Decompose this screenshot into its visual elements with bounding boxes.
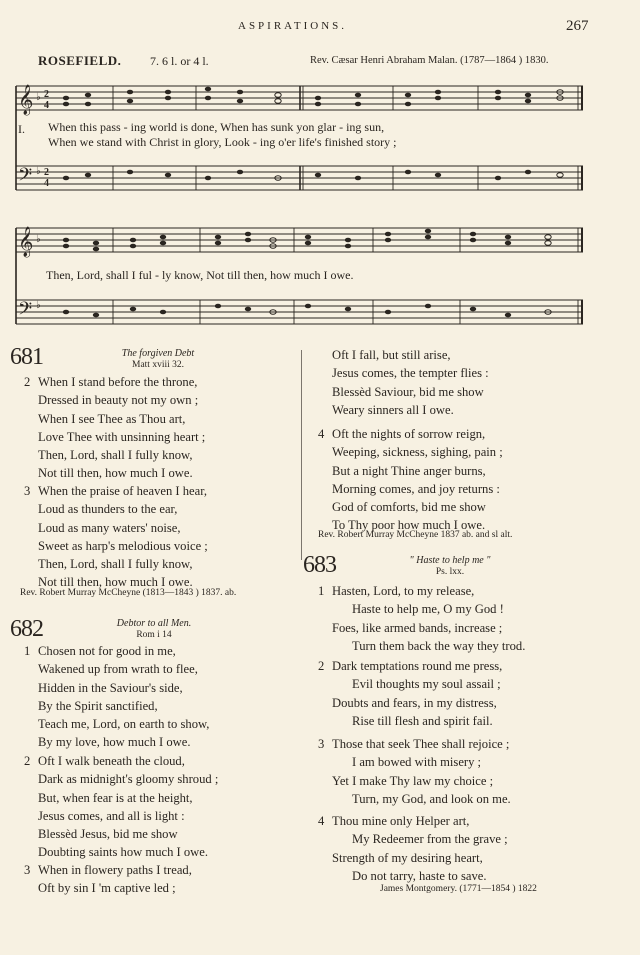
column-divider <box>301 350 302 560</box>
running-header: ASPIRATIONS. <box>238 20 348 32</box>
svg-text:♭: ♭ <box>36 234 41 245</box>
hymn-682-stanza-3: 3 When in flowery paths I tread, Oft by sin I 'm captive led ; <box>24 863 192 896</box>
svg-text:4: 4 <box>44 100 49 111</box>
hymn-681-stanza-3: 3 When the praise of heaven I hear, Loud as thunders to the ear, Loud as many waters' noise, Sweet as harp's melodious voice ; Then, Lord, shall I fully know, Not till then, how much I owe. <box>24 484 208 590</box>
svg-text:𝄢: 𝄢 <box>18 299 33 324</box>
hymn-683-credit: James Montgomery. (1771—1854 ) 1822 <box>380 884 537 894</box>
hymn-683-title: " Haste to help me " <box>409 555 491 566</box>
svg-text:𝄢: 𝄢 <box>18 165 33 190</box>
hymn-683-stanza-2: 2 Dark temptations round me press, Evil thoughts my soul assail ; Doubts and fears, in my distress, Rise till flesh and spirit fail. <box>318 659 503 728</box>
hymn-682-stanza-1: 1 Chosen not for good in me, Wakened up from wrath to flee, Hidden in the Saviour's side, By the Spirit sanctified, Teach me, Lord, on earth to show, By my love, how much I owe. <box>24 644 210 750</box>
hymn-681-stanza-2: 2 When I stand before the throne, Dressed in beauty not my own ; When I see Thee as Thou art, Love Thee with unsinning heart ; Then, Lord, shall I fully know, Not till then, how much I owe. <box>24 375 206 481</box>
hymn-number-683: 683 <box>303 552 336 578</box>
hymn-682-title: Debtor to all Men. <box>116 618 192 629</box>
hymn-683-stanza-4: 4 Thou mine only Helper art, My Redeemer from the grave ; Strength of my desiring heart, Do not tarry, haste to save. <box>318 814 508 883</box>
lyric-line-1a: When this pass - ing world is done, When has sunk yon glar - ing sun, <box>48 120 385 134</box>
lyric-line-1b: When we stand with Christ in glory, Look - ing o'er life's finished story ; <box>48 135 397 149</box>
composer-attribution: Rev. Cæsar Henri Abraham Malan. (1787—1864 ) 1830. <box>310 55 549 66</box>
svg-text:2: 2 <box>44 167 49 178</box>
hymn-number-681: 681 <box>10 344 43 370</box>
hymn-682-credit: Rev. Robert Murray McCheyne 1837 ab. and sl alt. <box>318 530 513 540</box>
hymn-683-stanza-3: 3 Those that seek Thee shall rejoice ; I am bowed with misery ; Yet I make Thy law my choice ; Turn, my God, and look on me. <box>318 737 511 806</box>
lyric-line-2: Then, Lord, shall I ful - ly know, Not till then, how much I owe. <box>46 268 354 282</box>
hymn-682-stanza-2: 2 Oft I walk beneath the cloud, Dark as midnight's gloomy shroud ; But, when fear is at the height, Jesus comes, and all is light : Blessèd Jesus, bid me show Doubting saints how much I owe. <box>24 754 219 860</box>
hymn-681-title: The forgiven Debt <box>121 348 195 359</box>
svg-text:𝄞: 𝄞 <box>18 227 34 257</box>
hymn-681-reference: Matt xviii 32. <box>132 360 184 370</box>
page-number: 267 <box>566 18 589 34</box>
svg-text:2: 2 <box>44 89 49 100</box>
hymn-number-682: 682 <box>10 616 43 642</box>
svg-text:♭: ♭ <box>36 92 41 103</box>
hymn-681-credit: Rev. Robert Murray McCheyne (1813—1843 ) 1837. ab. <box>20 588 237 598</box>
hymn-683-stanza-1: 1 Hasten, Lord, to my release, Haste to help me, O my God ! Foes, like armed bands, increase ; Turn them back the way they trod. <box>318 584 526 653</box>
tune-meter: 7. 6 l. or 4 l. <box>150 54 209 68</box>
svg-text:𝄞: 𝄞 <box>18 85 34 115</box>
svg-text:♭: ♭ <box>36 300 41 311</box>
svg-text:4: 4 <box>44 178 49 189</box>
hymn-682-stanza-3-cont: Oft I fall, but still arise, Jesus comes, the tempter flies : Blessèd Saviour, bid me show Weary sinners all I owe. <box>332 348 489 417</box>
tune-name: ROSEFIELD. <box>38 53 122 68</box>
hymn-682-stanza-4: 4 Oft the nights of sorrow reign, Weeping, sickness, sighing, pain ; But a night Thine anger burns, Morning comes, and joy returns : God of comforts, bid me show To Thy poor how much I owe. <box>318 427 503 533</box>
svg-text:♭: ♭ <box>36 166 41 177</box>
hymn-682-reference: Rom i 14 <box>136 630 172 640</box>
verse-marker: I. <box>18 122 25 136</box>
hymn-683-reference: Ps. lxx. <box>435 567 465 577</box>
